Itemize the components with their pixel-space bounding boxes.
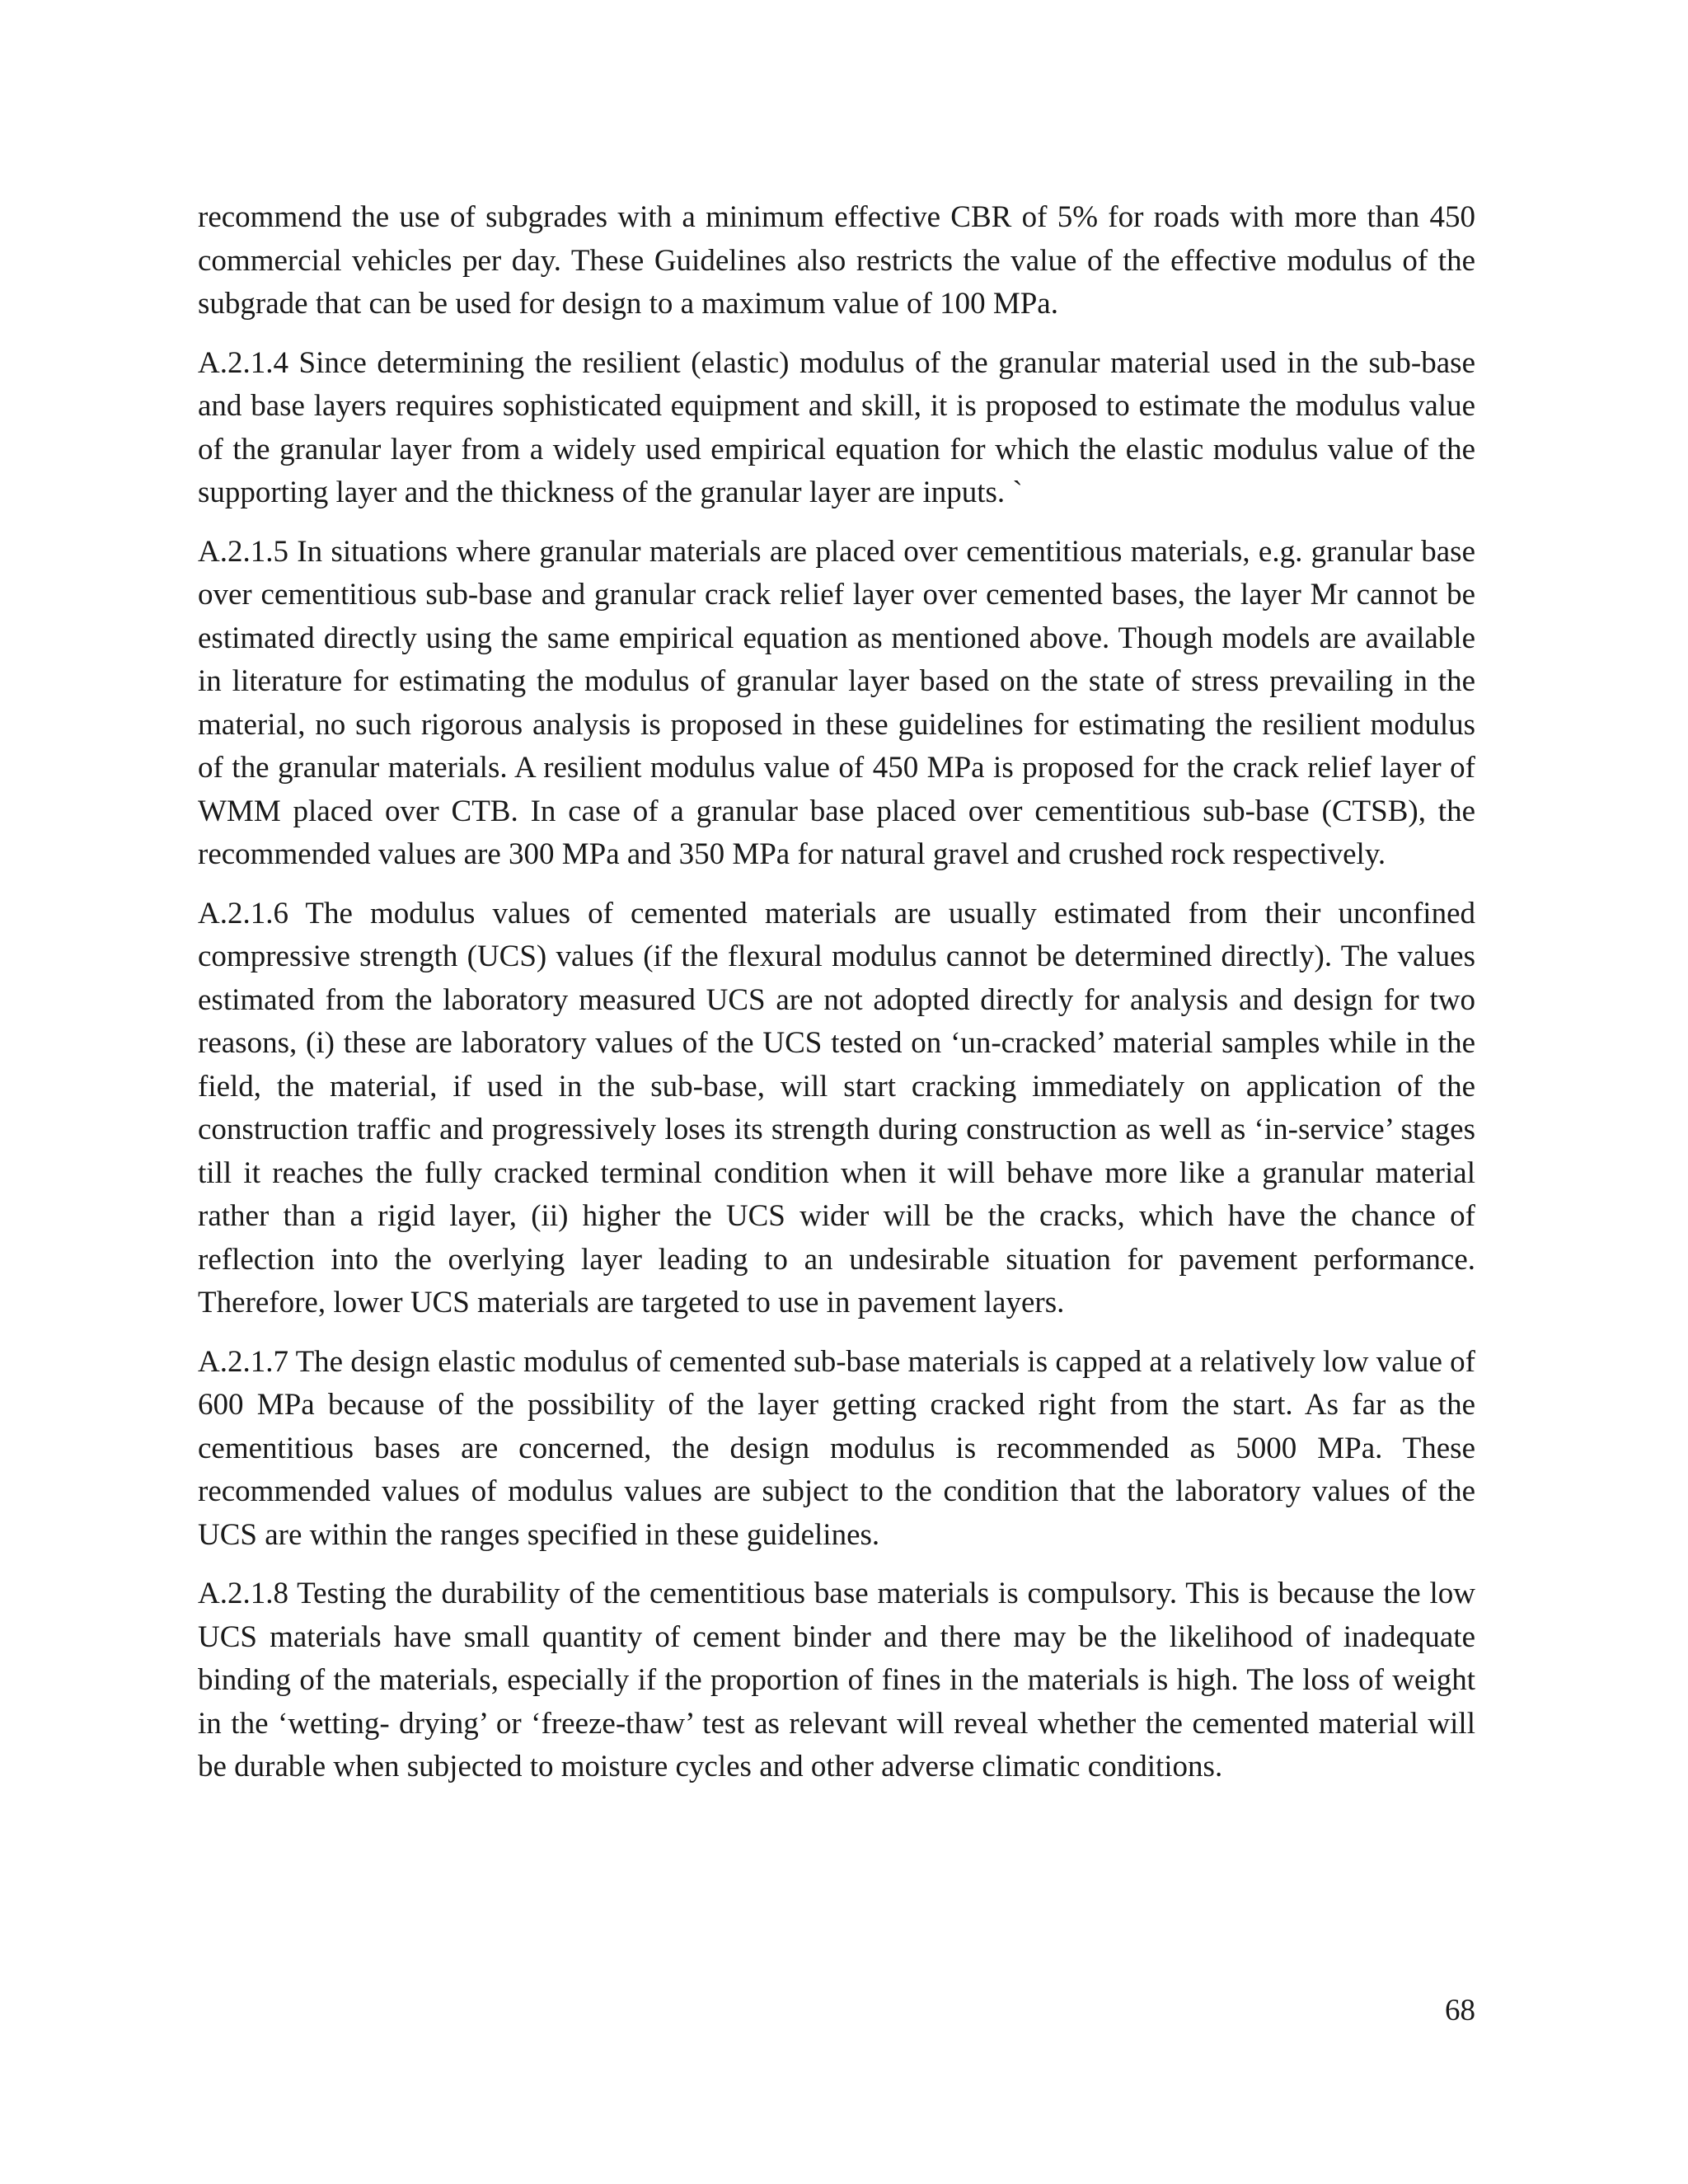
body-text bbox=[198, 196, 1475, 1805]
paragraph-continuation: recommend the use of subgrades with a minimum effective CBR of 5% for roads with more than 450 commercial vehicles per day. These Guidelines also restricts the value of the effective modulus of the subgrade that can be used for design to a maximum value of 100 MPa. bbox=[198, 200, 1475, 321]
paragraph-a-2-1-7: A.2.1.7 The design elastic modulus of cemented sub-base materials is capped at a relatively low value of 600 MPa because of the possibility of the layer getting cracked right from the start. As far as the cementitious bases are concerned, the design modulus is recommended as 5000 MPa. These recommended values of modulus values are subject to the condition that the laboratory values of the UCS are within the ranges specified in these guidelines. bbox=[198, 1344, 1475, 1552]
page-number: 68 bbox=[1445, 1994, 1475, 2027]
paragraph-a-2-1-5: A.2.1.5 In situations where granular materials are placed over cementitious materials, e.g. granular base over cementitious sub-base and granular crack relief layer over cemented bases, the layer Mr cannot be estimated directly using the same empirical equation as mentioned above. Though models are available in literature for estimating the modulus of granular layer based on the state of stress prevailing in the material, no such rigorous analysis is proposed in these guidelines for estimating the resilient modulus of the granular materials. A resilient modulus value of 450 MPa is proposed for the crack relief layer of WMM placed over CTB. In case of a granular base placed over cementitious sub-base (CTSB), the recommended values are 300 MPa and 350 MPa for natural gravel and crushed rock respectively. bbox=[198, 534, 1475, 871]
paragraph-a-2-1-8: A.2.1.8 Testing the durability of the cementitious base materials is compulsory. This is because the low UCS materials have small quantity of cement binder and there may be the likelihood of inadequate binding of the materials, especially if the proportion of fines in the materials is high. The loss of weight in the ‘wetting- drying’ or ‘freeze-thaw’ test as relevant will reveal whether the cemented material will be durable when subjected to moisture cycles and other adverse climatic conditions. bbox=[198, 1577, 1475, 1783]
paragraph-a-2-1-6: A.2.1.6 The modulus values of cemented materials are usually estimated from their unconfined compressive strength (UCS) values (if the flexural modulus cannot be determined directly). The values estimated from the laboratory measured UCS are not adopted directly for analysis and design for two reasons, (i) these are laboratory values of the UCS tested on ‘un-cracked’ material samples while in the field, the material, if used in the sub-base, will start cracking immediately on application of the construction traffic and progressively loses its strength during construction as well as ‘in-service’ stages till it reaches the fully cracked terminal condition when it will behave more like a granular material rather than a rigid layer, (ii) higher the UCS wider will be the cracks, which have the chance of reflection into the overlying layer leading to an undesirable situation for pavement performance. Therefore, lower UCS materials are targeted to use in pavement layers. bbox=[198, 896, 1475, 1319]
paragraph-a-2-1-4: A.2.1.4 Since determining the resilient (elastic) modulus of the granular material used in the sub-base and base layers requires sophisticated equipment and skill, it is proposed to estimate the modulus value of the granular layer from a widely used empirical equation for which the elastic modulus value of the supporting layer and the thickness of the granular layer are inputs. ` bbox=[198, 345, 1475, 509]
